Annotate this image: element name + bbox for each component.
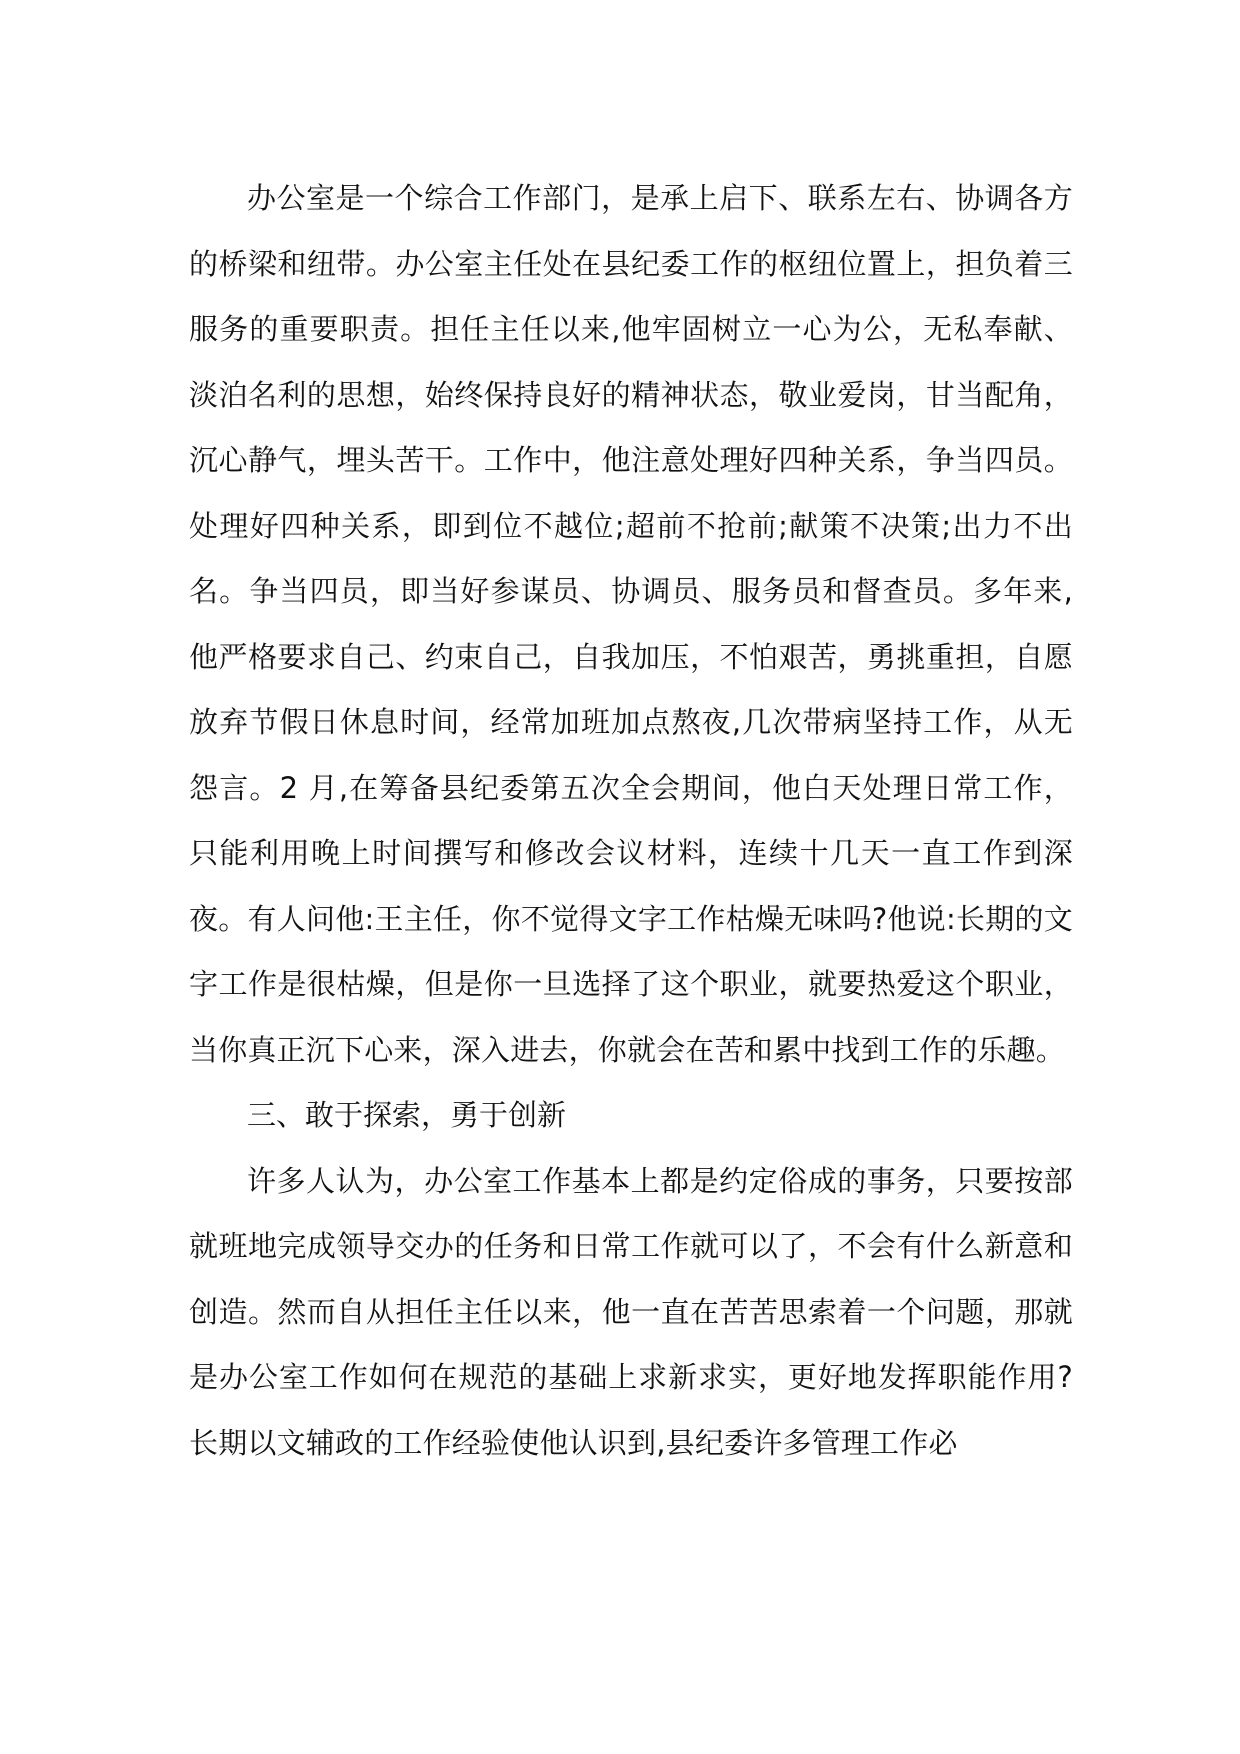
paragraph-office-role: 办公室是一个综合工作部门，是承上启下、联系左右、协调各方的桥梁和纽带。办公室主任处在县纪委工作的枢纽位置上，担负着三服务的重要职责。担任主任以来,他牢固树立一心为公，无私奉献、淡泊名利的思想，始终保持良好的精神状态，敬业爱岗，甘当配角，沉心静气，埋头苦干。工作中，他注意处理好四种关系，争当四员。处理好四种关系，即到位不越位;超前不抢前;献策不决策;出力不出名。争当四员，即当好参谋员、协调员、服务员和督查员。多年来,他严格要求自己、约束自己，自我加压，不怕艰苦，勇挑重担，自愿放弃节假日休息时间，经常加班加点熬夜,几次带病坚持工作，从无怨言。2 月,在筹备县纪委第五次全会期间，他白天处理日常工作，只能利用晚上时间撰写和修改会议材料，连续十几天一直工作到深夜。有人问他:王主任，你不觉得文字工作枯燥无味吗?他说:长期的文字工作是很枯燥，但是你一旦选择了这个职业，就要热爱这个职业，当你真正沉下心来，深入进去，你就会在苦和累中找到工作的乐趣。 — [189, 181, 1073, 1067]
section-heading-explore-innovate: 三、敢于探索，勇于创新 — [247, 1098, 567, 1132]
paragraph-innovation: 许多人认为，办公室工作基本上都是约定俗成的事务，只要按部就班地完成领导交办的任务和日常工作就可以了，不会有什么新意和创造。然而自从担任主任以来，他一直在苦苦思索着一个问题，那就是办公室工作如何在规范的基础上求新求实，更好地发挥职能作用?长期以文辅政的工作经验使他认识到,县纪委许多管理工作必 — [189, 1163, 1073, 1460]
document-body — [189, 166, 1073, 1476]
